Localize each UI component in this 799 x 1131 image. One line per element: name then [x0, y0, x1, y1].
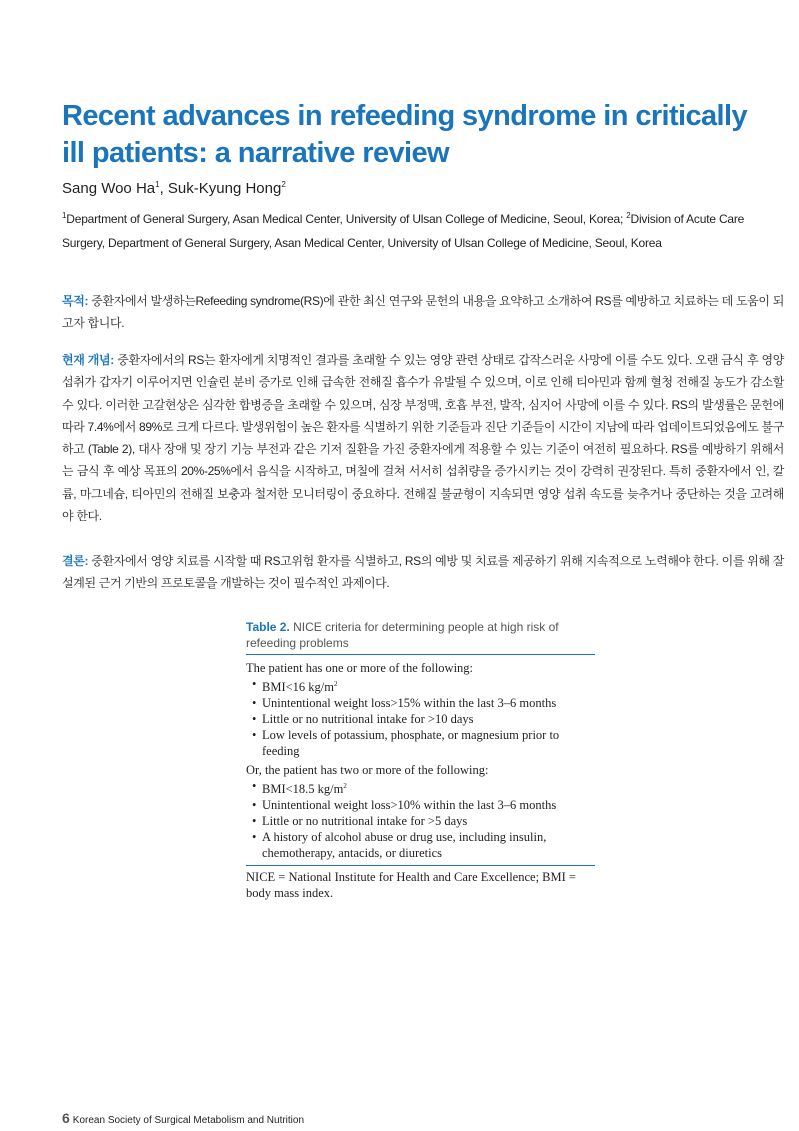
criteria-group-heading: The patient has one or more of the following:: [246, 661, 474, 675]
criteria-list: [246, 676, 595, 759]
current-concept-label: 현재 개념:: [62, 353, 114, 367]
affiliation-mark: 1: [62, 211, 67, 220]
criteria-superscript: 2: [343, 782, 347, 791]
criteria-text: BMI<18.5 kg/m: [262, 782, 344, 797]
criteria-item: • Unintentional weight loss>10% within the last 3–6 months: [252, 797, 595, 813]
abstract-purpose: [62, 290, 784, 335]
author-affiliation-mark: 2: [281, 180, 286, 189]
author-list: [62, 180, 286, 197]
criteria-item: • Unintentional weight loss>15% within the last 3–6 months: [252, 695, 595, 711]
page-number: 6: [62, 1110, 70, 1126]
criteria-item: • Little or no nutritional intake for >10 days: [252, 711, 595, 727]
author-separator: ,: [159, 180, 168, 197]
conclusion-text: 중환자에서 영양 치료를 시작할 때 RS고위험 환자를 식별하고, RS의 예방 및 치료를 제공하기 위해 지속적으로 노력해야 한다. 이를 위해 잘 설계된 근거 기반의 프로토콜을 개발하는 것이 필수적인 과제이다.: [62, 554, 784, 591]
criteria-item: [252, 778, 595, 797]
nice-criteria-table: [246, 619, 595, 901]
purpose-label: 목적:: [62, 294, 89, 308]
affiliations: [62, 204, 782, 255]
table-caption: [246, 619, 595, 655]
author-name: Sang Woo Ha: [62, 180, 156, 197]
purpose-text: 중환자에서 발생하는Refeeding syndrome(RS)에 관한 최신 연구와 문헌의 내용을 요약하고 소개하여 RS를 예방하고 치료하는 데 도움이 되고자 합니다.: [62, 294, 784, 331]
criteria-group-heading: Or, the patient has two or more of the following:: [246, 763, 489, 778]
abstract-conclusion: [62, 550, 784, 595]
journal-name: Korean Society of Surgical Metabolism and Nutrition: [72, 1115, 305, 1126]
criteria-item: [252, 676, 595, 695]
affiliation-text: Division of Acute Care Surgery, Department of General Surgery, Asan Medical Center, University of Ulsan College of Medicine, Seoul, Korea: [62, 212, 745, 250]
conclusion-label: 결론:: [62, 554, 89, 568]
table-body: [246, 655, 595, 866]
article-title: Recent advances in refeeding syndrome in critically ill patients: a narrative review: [62, 100, 747, 169]
table-footnote: NICE = National Institute for Health and Care Excellence; BMI = body mass index.: [246, 870, 576, 901]
current-concept-text: 중환자에서의 RS는 환자에게 치명적인 결과를 초래할 수 있는 영양 관련 상태로 갑작스러운 사망에 이를 수도 있다. 오랜 금식 후 영양 섭취가 갑자기 이루어지면 인슐린 분비 증가로 인해 급속한 전해질 흡수가 유발될 수 있으며, 이로 인해 티아민과 함께 혈청 전해질 농도가 감소할 수 있다. 이러한 고갈현상은 심각한 합병증을 초래할 수 있으며, 심장 부정맥, 호흡 부전, 발작, 심지어 사망에 이를 수 있다. RS의 발생률은 문헌에 따라 7.4%에서 89%로 크게 다르다. 발생위험이 높은 환자를 식별하기 위한 기준들과 진단 기준들이 시간이 지남에 따라 업데이트되었음에도 불구하고 (Table 2), 대사 장애 및 장기 기능 부전과 같은 기저 질환을 가진 중환자에게 적용할 수 있는 기준이 여전히 필요하다. RS를 예방하기 위해서는 금식 후 예상 목표의 20%-25%에서 음식을 시작하고, 며칠에 걸쳐 서서히 섭취량을 증가시키는 것이 강력히 권장된다. 특히 중환자에서 인, 칼륨, 마그네슘, 티아민의 전해질 보충과 철저한 모니터링이 중요하다. 전해질 불균형이 지속되면 영양 섭취 속도를 늦추거나 중단하는 것을 고려해야 한다.: [62, 353, 784, 524]
abstract-current-concept: [62, 349, 784, 527]
table-number: Table 2.: [246, 620, 290, 634]
table-caption-text: NICE criteria for determining people at high risk of refeeding problems: [246, 620, 559, 650]
criteria-list: [246, 778, 595, 861]
author-name: Suk-Kyung Hong: [167, 180, 282, 197]
affiliation-mark: 2: [626, 211, 631, 220]
criteria-item: • Low levels of potassium, phosphate, or magnesium prior to feeding: [252, 727, 595, 759]
page-footer: [62, 1110, 304, 1126]
author-affiliation-mark: 1: [155, 180, 160, 189]
criteria-item: • Little or no nutritional intake for >5 days: [252, 813, 595, 829]
criteria-item: • A history of alcohol abuse or drug use, including insulin, chemotherapy, antacids, or diuretics: [252, 829, 595, 861]
affiliation-text: Department of General Surgery, Asan Medical Center, University of Ulsan College of Medicine, Seoul, Korea;: [66, 212, 627, 226]
criteria-text: BMI<16 kg/m: [262, 680, 334, 695]
criteria-superscript: 2: [334, 680, 338, 688]
